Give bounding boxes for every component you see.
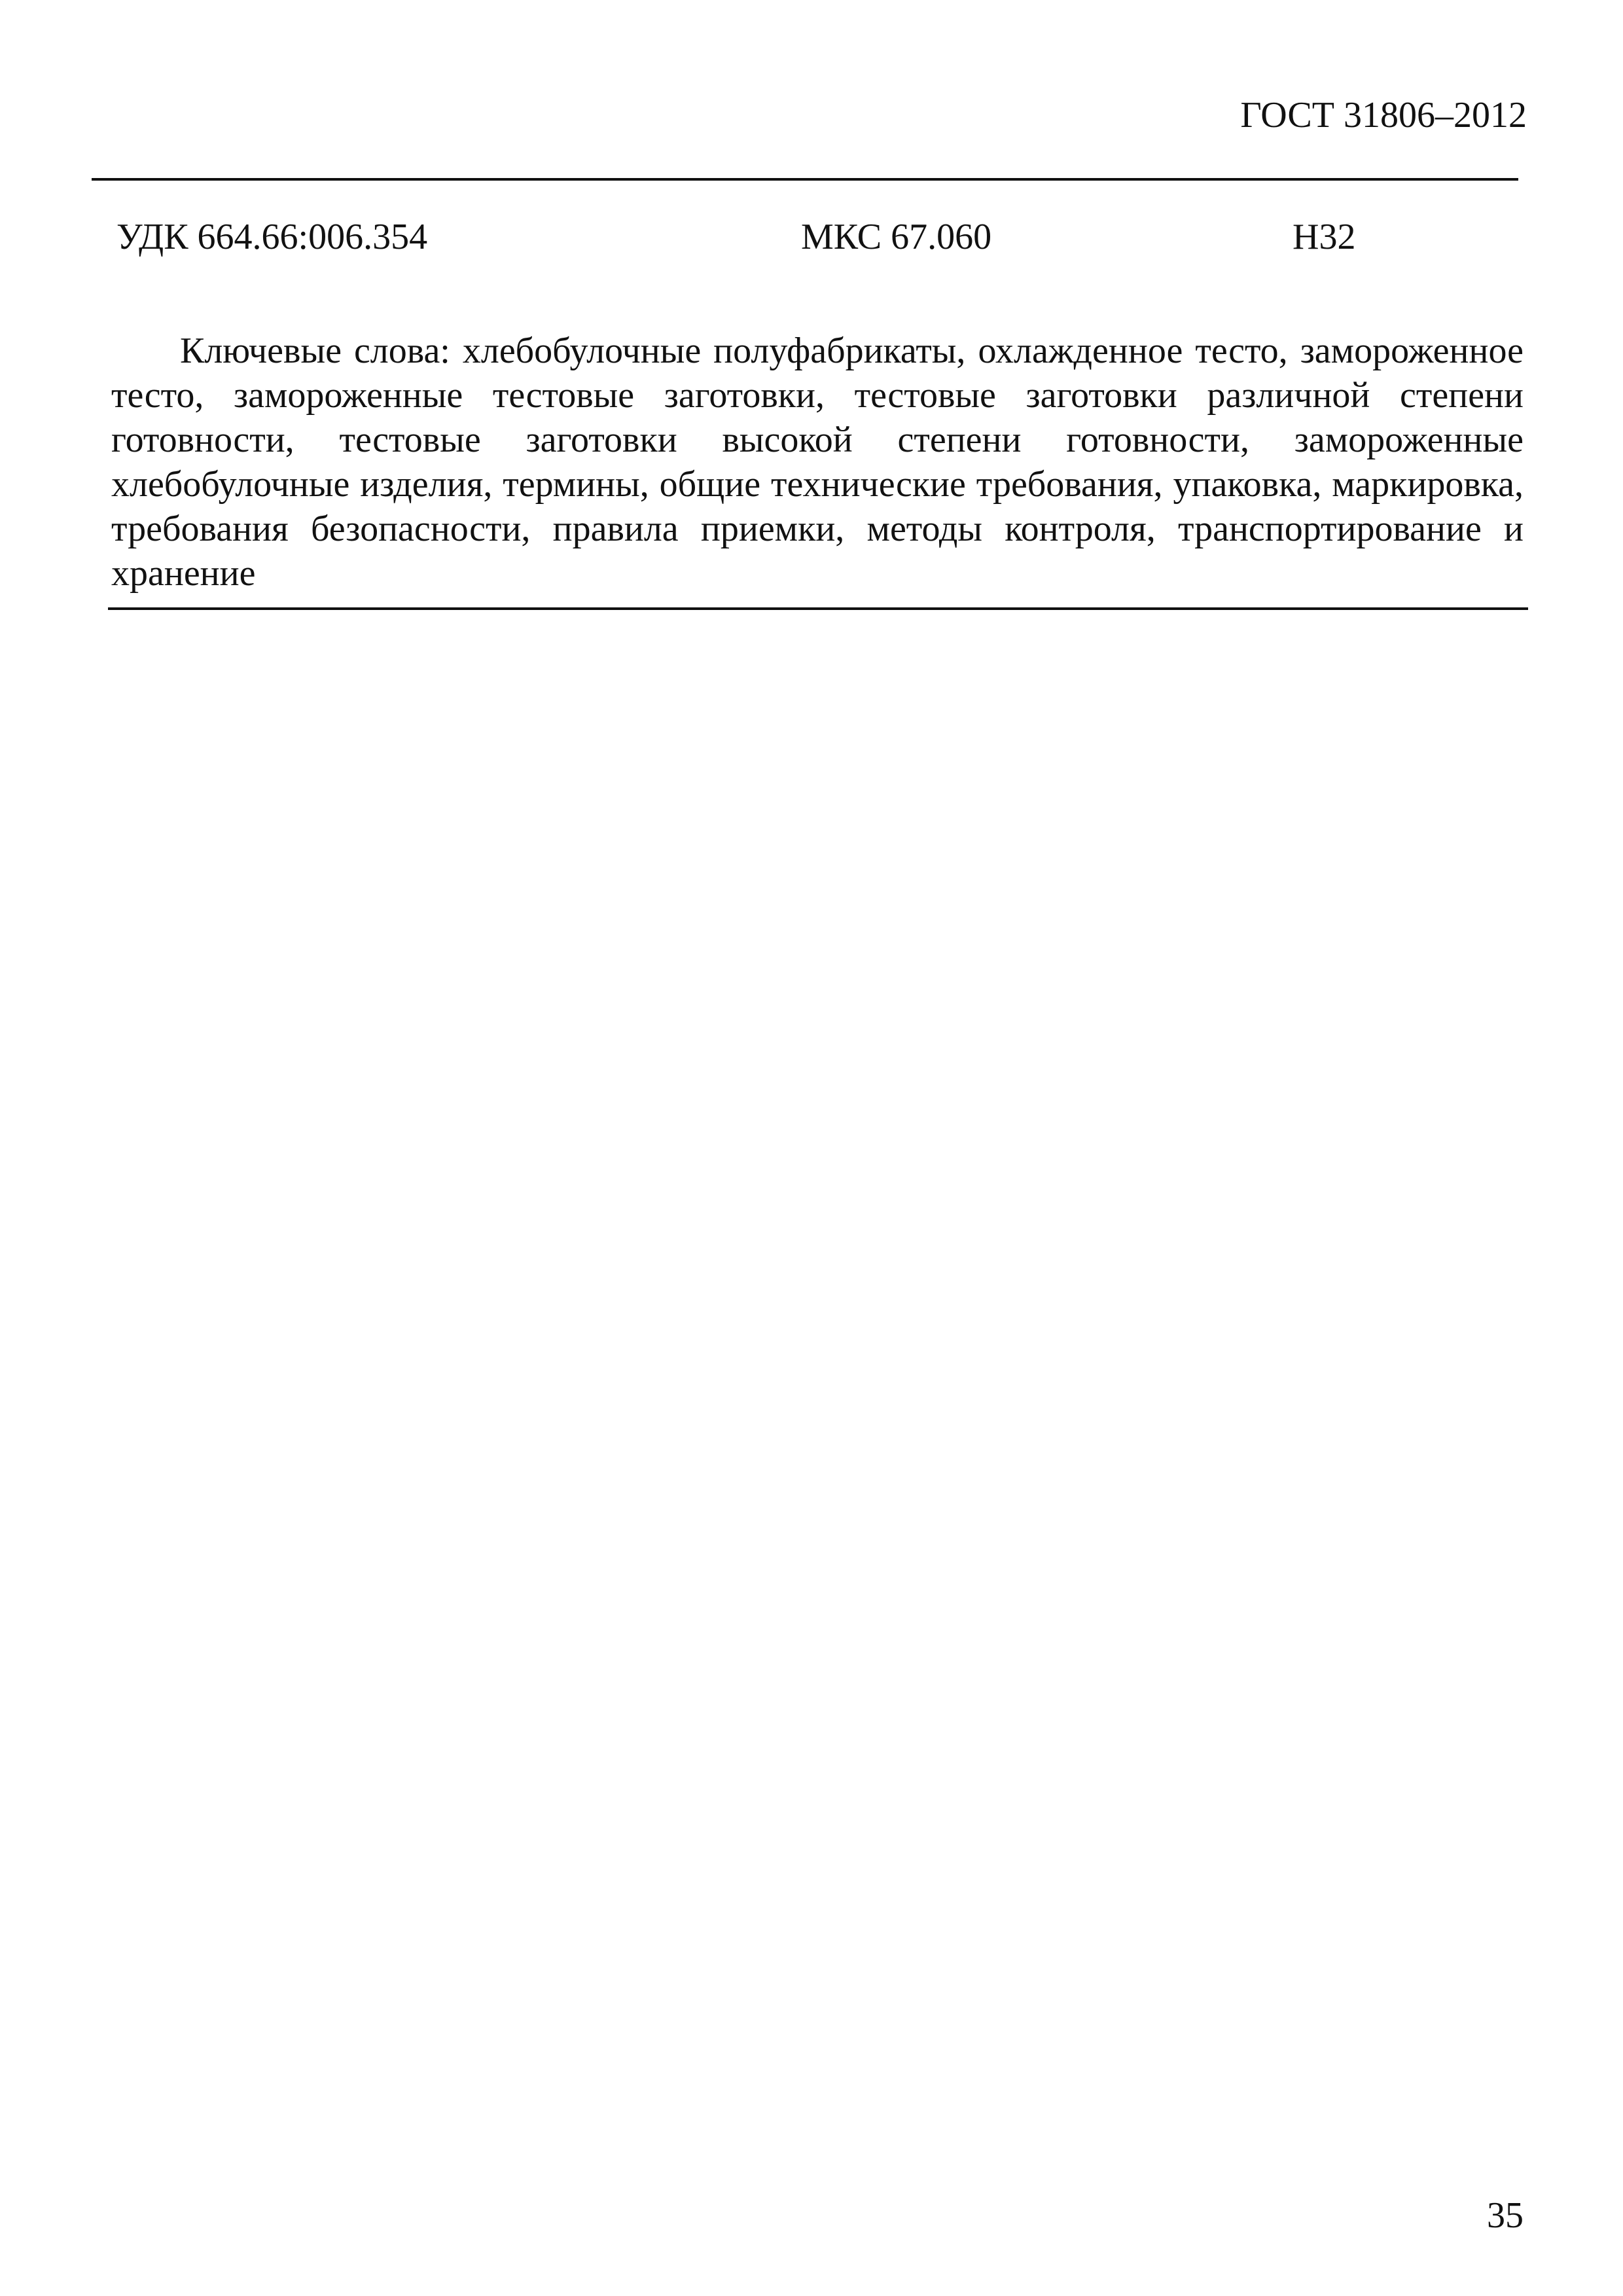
classification-row (0, 219, 1623, 264)
udk-code: УДК 664.66:006.354 (116, 217, 428, 257)
top-divider-rule (92, 178, 1518, 181)
standard-code-header: ГОСТ 31806–2012 (1240, 95, 1527, 135)
keywords-paragraph: Ключевые слова: хлебобулочные полуфабрикаты, охлажденное тесто, замороженное тесто, замороженные тестовые заготовки, тестовые заготовки различной степени готовности, тестовые заготовки высокой степени готовности, замороженные хлебобулочные изделия, термины, общие технические требования, упаковка, маркировка, требования безопасности, правила приемки, методы контроля, транспортирование и хранение (111, 331, 1524, 594)
mks-code: МКС 67.060 (801, 217, 992, 257)
bottom-divider-rule (108, 607, 1528, 610)
page-number: 35 (1487, 2195, 1524, 2236)
category-code: Н32 (1293, 217, 1356, 257)
